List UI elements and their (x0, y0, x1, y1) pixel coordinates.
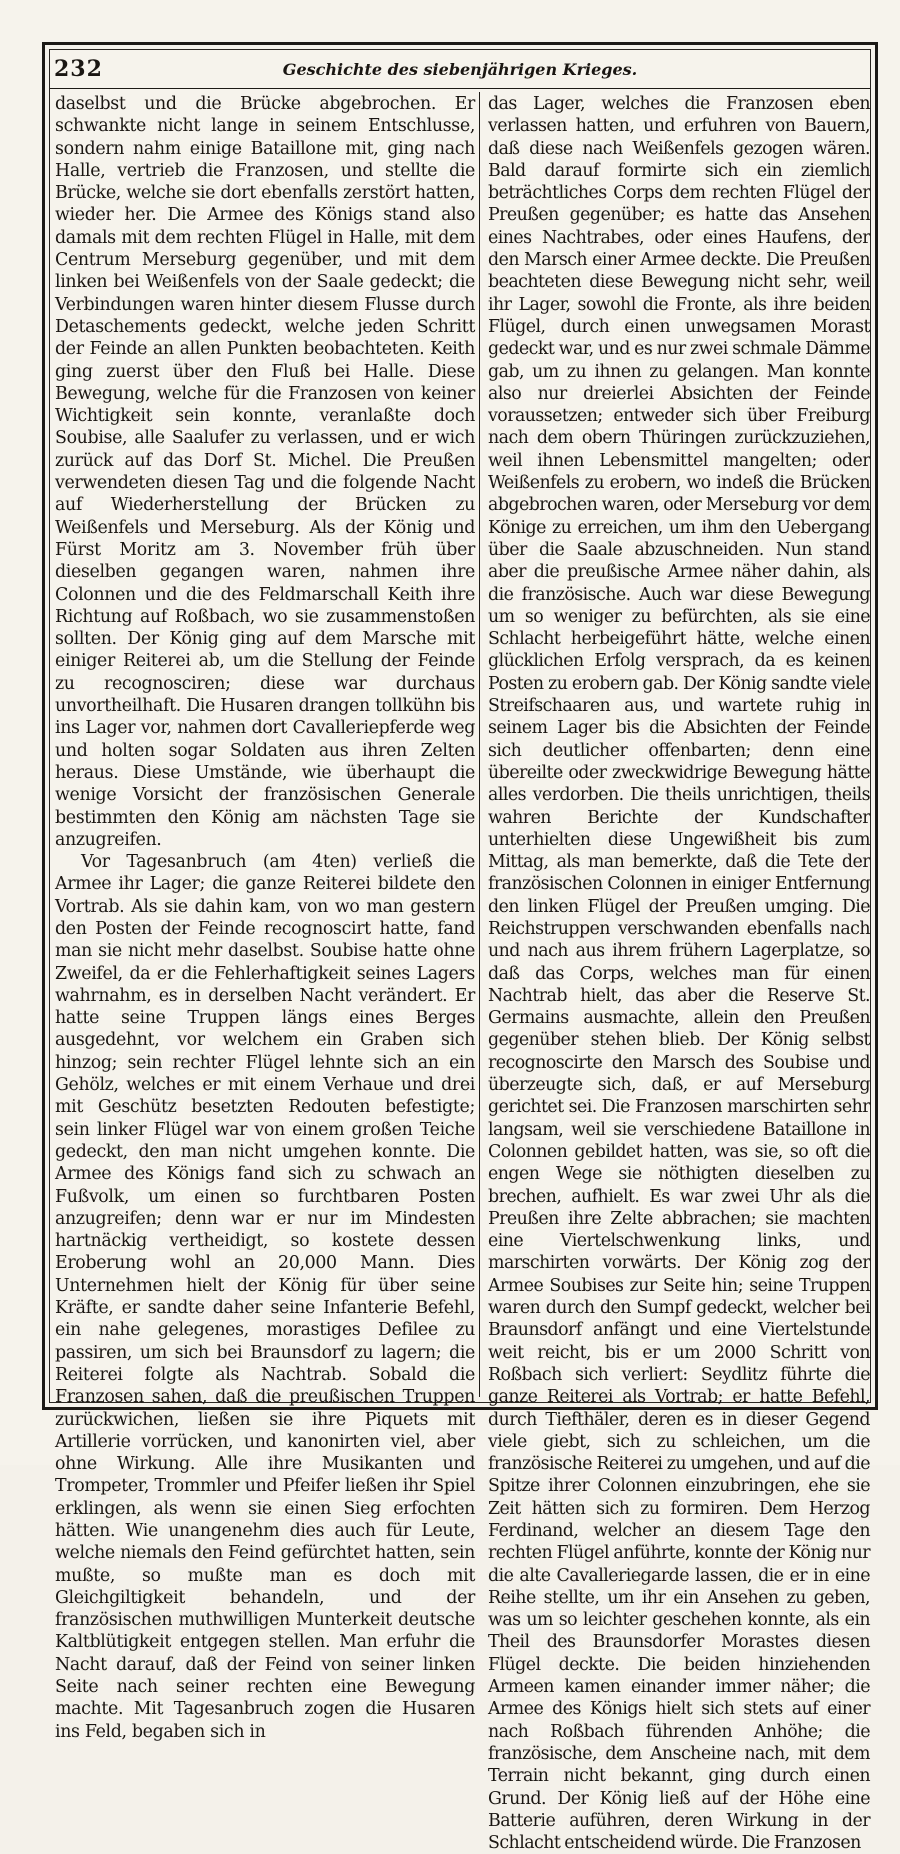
paragraph: daselbst und die Brücke abgebrochen. Er schwankte nicht lange in seinem Entschlusse, sondern nahm einige Bataillone mit, ging nach Halle, vertrieb die Franzosen, und stellte die Brücke, welche sie dort ebenfalls zerstört hatten, wieder her. Die Armee des Königs stand also damals mit dem rechten Flügel in Halle, mit dem Centrum Merseburg gegenüber, und mit dem linken bei Weißenfels von der Saale gedeckt; die Verbindungen waren hinter diesem Flusse durch Detaschements gedeckt, welche jeden Schritt der Feinde an allen Punkten beobachteten. Keith ging zuerst über den Fluß bei Halle. Diese Bewegung, welche für die Franzosen von keiner Wichtigkeit sein konnte, veranlaßte doch Soubise, alle Saalufer zu verlassen, und er wich zurück auf das Dorf St. Michel. Die Preußen verwendeten diesen Tag und die folgende Nacht auf Wiederherstellung der Brücken zu Weißenfels und Merseburg. Als der König und Fürst Moritz am 3. November früh über dieselben gegangen waren, nahmen ihre Colonnen und die des Feldmarschall Keith ihre Richtung auf Roßbach, wo sie zusammenstoßen sollten. Der König ging auf dem Marsche mit einiger Reiterei ab, um die Stellung der Feinde zu recognosciren; diese war durchaus unvortheilhaft. Die Husaren drangen tollkühn bis ins Lager vor, nahmen dort Cavalleriepferde weg und holten sogar Soldaten aus ihren Zelten heraus. Diese Umstände, wie überhaupt die wenige Vorsicht der französischen Generale bestimmten den König am nächsten Tage sie anzugreifen. (55, 94, 475, 850)
paragraph: das Lager, welches die Franzosen eben verlassen hatten, und erfuhren von Bauern, daß diese nach Weißenfels gezogen wären. Bald darauf formirte sich ein ziemlich beträchtliches Corps dem rechten Flügel der Preußen gegenüber; es hatte das Ansehen eines Nachtrabes, oder eines Haufens, der den Marsch einer Armee deckte. Die Preußen beachteten diese Bewegung nicht sehr, weil ihr Lager, sowohl die Fronte, als ihre beiden Flügel, durch einen unwegsamen Morast gedeckt war, und es nur zwei schmale Dämme gab, um zu ihnen zu gelangen. Man konnte also nur dreierlei Absichten der Feinde voraussetzen; entweder sich über Freiburg nach dem obern Thüringen zurückzuziehen, weil ihnen Lebensmittel mangelten; oder Weißenfels zu erobern, wo indeß die Brücken abgebrochen waren, oder Merseburg vor dem Könige zu erreichen, um ihm den Uebergang über die Saale abzuschneiden. Nun stand aber die preußische Armee näher dahin, als die französische. Auch war diese Bewegung um so weniger zu befürchten, als sie eine Schlacht herbeigeführt hätte, welche einen glücklichen Erfolg versprach, da es keinen Posten zu erobern gab. Der König sandte viele Streifschaaren aus, und wartete ruhig in seinem Lager bis die Absichten der Feinde sich deutlicher offenbarten; denn eine übereilte oder zweckwidrige Bewegung hätte alles verdorben. Die theils unrichtigen, theils wahren Berichte der Kundschafter unterhielten diese Ungewißheit bis zum Mittag, als man bemerkte, daß die Tete der französischen Colonnen in einiger Entfernung den linken Flügel der Preußen umging. Die Reichstruppen verschwanden ebenfalls nach und nach aus ihrem frühern Lagerplatze, so daß das Corps, welches man für einen Nachtrab hielt, das aber die Reserve St. Germains ausmachte, allein den Preußen gegenüber stehen blieb. Der König selbst recognoscirte den Marsch des Soubise und überzeugte sich, daß, er auf Merseburg gerichtet sei. Die Franzosen marschirten sehr langsam, weil sie verschiedene Bataillone in Colonnen gebildet hatten, was sie, so oft die engen Wege sie nöthigten dieselben zu brechen, aufhielt. Es war zwei Uhr als die Preußen ihre Zelte abbrachen; sie machten eine Viertelschwenkung links, und marschirten vorwärts. Der König zog der Armee Soubises zur Seite hin; seine Truppen waren durch den Sumpf gedeckt, welcher bei Braunsdorf anfängt und eine Viertelstunde weit reicht, bis er um 2000 Schritt von Roßbach sich verliert: Seydlitz führte die ganze Reiterei als Vortrab; er hatte Befehl, durch Tiefthäler, deren es in dieser Gegend viele giebt, sich zu schleichen, um die französische Reiterei zu umgehen, und auf die Spitze ihrer Colonnen einzubringen, ehe sie Zeit hätten sich zu formiren. Dem Herzog Ferdinand, welcher an diesem Tage den rechten Flügel anführte, konnte der König nur die alte Cavalleriegarde lassen, die er in eine Reihe stellte, um ihr ein Ansehen zu geben, was um so leichter geschehen konnte, als ein Theil des Braunsdorfer Morastes diesen Flügel deckte. Die beiden hinziehenden Armeen kamen einander immer näher; die Armee des Königs hielt sich stets auf einer nach Roßbach führenden Anhöhe; die französische, dem Anscheine nach, mit dem Terrain nicht bekannt, ging durch einen Grund. Der König ließ auf der Höhe eine Batterie auführen, deren Wirkung in der Schlacht entscheidend würde. Die Franzosen (488, 94, 870, 1854)
right-column (488, 93, 870, 1854)
running-title: Geschichte des siebenjährigen Krieges. (282, 60, 638, 79)
page-header (50, 50, 870, 89)
left-column (55, 93, 475, 1742)
page-number: 232 (54, 56, 103, 82)
column-divider (479, 92, 480, 1397)
paragraph: Vor Tagesanbruch (am 4ten) verließ die Armee ihr Lager; die ganze Reiterei bildete den Vortrab. Als sie dahin kam, von wo man gestern den Posten der Feinde recognoscirt hatte, fand man sie nicht mehr daselbst. Soubise hatte ohne Zweifel, da er die Fehlerhaftigkeit seines Lagers wahrnahm, es in derselben Nacht verändert. Er hatte seine Truppen längs eines Berges ausgedehnt, vor welchem ein Graben sich hinzog; sein rechter Flügel lehnte sich an ein Gehölz, welches er mit einem Verhaue und drei mit Geschütz besetzten Redouten befestigte; sein linker Flügel war von einem großen Teiche gedeckt, den man nicht umgehen konnte. Die Armee des Königs fand sich zu schwach an Fußvolk, um einen so furchtbaren Posten anzugreifen; denn war er nur im Mindesten hartnäckig vertheidigt, so kostete dessen Eroberung wohl an 20,000 Mann. Dies Unternehmen hielt der König für über seine Kräfte, er sandte daher seine Infanterie Befehl, ein nahe gelegenes, morastiges Defilee zu passiren, um sich bei Braunsdorf zu lagern; die Reiterei folgte als Nachtrab. Sobald die Franzosen sahen, daß die preußischen Truppen zurückwichen, ließen sie ihre Piquets mit Artillerie vorrücken, und kanonirten viel, aber ohne Wirkung. Alle ihre Musikanten und Trompeter, Trommler und Pfeifer ließen ihr Spiel erklingen, als wenn sie einen Sieg erfochten hätten. Wie unangenehm dies auch für Leute, welche niemals den Feind gefürchtet hatten, sein mußte, so mußte man es doch mit Gleichgiltigkeit behandeln, und der französischen muthwilligen Munterkeit deutsche Kaltblütigkeit entgegen stellen. Man erfuhr die Nacht darauf, daß der Feind von seiner linken Seite nach seiner rechten eine Bewegung machte. Mit Tagesanbruch zogen die Husaren ins Feld, begaben sich in (55, 852, 475, 1742)
